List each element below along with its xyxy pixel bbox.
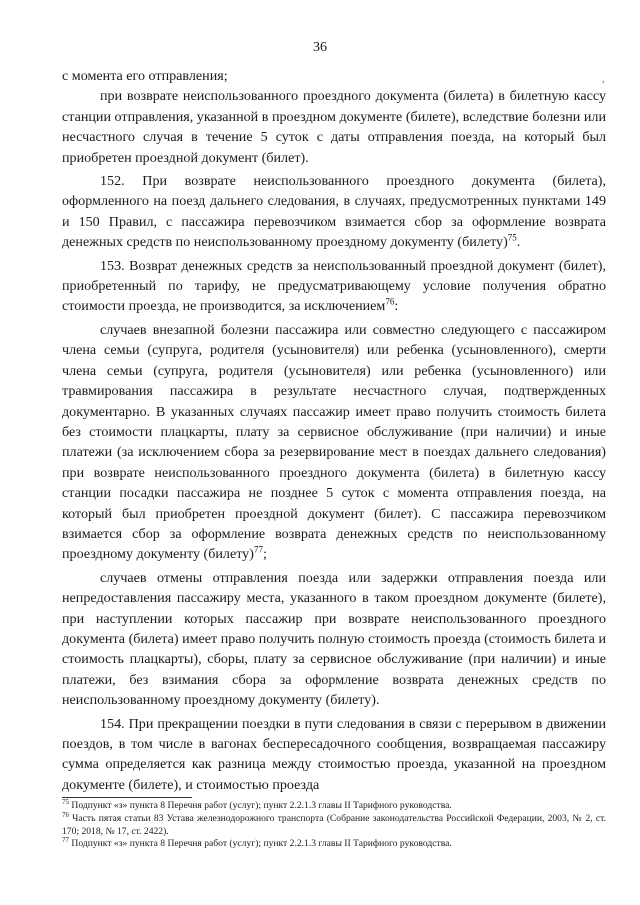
page-number: 36 (313, 40, 327, 55)
paragraph-cancellation-cases (62, 568, 606, 711)
paragraph-illness-cases (62, 320, 606, 565)
punctuation: ; (262, 546, 267, 563)
paragraph-text: 152. При возврате неиспользованного проездного документа (билета), оформленного на поезд дальнего следования, в случаях, предусмотренных пунктами 149 и 150 Правил, с пассажира перевозчиком взимается сбор за оформление возврата денежных средств по неиспользованному проездному документу (билету) (62, 173, 606, 251)
punctuation: : (394, 298, 399, 315)
footnote-text: Подпункт «з» пункта 8 Перечня работ (услуг); пункт 2.2.1.3 главы II Тарифного руководства. (69, 800, 452, 811)
footnote-divider (62, 797, 192, 798)
document-body (62, 66, 606, 795)
footnote-ref-76[interactable]: 76 (385, 296, 395, 307)
footnote-77 (62, 838, 606, 851)
footnote-text: Подпункт «з» пункта 8 Перечня работ (услуг); пункт 2.2.1.3 главы II Тарифного руководства. (69, 838, 452, 850)
scan-mark: , (602, 74, 605, 85)
paragraph-153 (62, 256, 606, 317)
paragraph-154 (62, 714, 606, 796)
paragraph-continuation (62, 66, 606, 86)
footnote-ref-77[interactable]: 77 (253, 544, 263, 555)
footnotes (62, 797, 606, 851)
footnote-76 (62, 810, 606, 839)
paragraph-text: случаев отмены отправления поезда или задержки отправления поезда или непредоставления пассажиру места, указанного в таком проездном документе (билете), при наступлении которых пассажир при возврате неиспользованного проездного документа (билета) имеет право получить полную стоимость проезда (стоимость билета и стоимость плацкарты), сборы, плату за сервисное обслуживание (при наличии) и иные платежи, без взимания сбора за оформление возврата денежных средств по неиспользованному проездному документу (билету). (62, 569, 606, 709)
paragraph-text: случаев внезапной болезни пассажира или совместно следующего с пассажиром члена семьи (супруга, родителя (усыновителя) или ребенка (усыновленного), смерти члена семьи (супруга, родителя (усыновителя) или ребенка (усыновленного) или травмирования пассажира в результате несчастного случая, подтвержденных документарно. В указанных случаях пассажир имеет право получить стоимость билета без стоимости плацкарты, плату за сервисное обслуживание (при наличии) и иные платежи (за исключением сбора за резервирование мест в поездах дальнего следования) при возврате неиспользованного проездного документа (билета) в билетную кассу станции посадки пассажира не позднее 5 суток с момента отправления поезда, на который был приобретен проездной документ (билет). С пассажира перевозчиком взимается сбор за оформление возврата денежных средств по неиспользованному проездному документу (билету) (62, 321, 606, 563)
footnote-75 (62, 797, 606, 813)
paragraph-text: 154. При прекращении поездки в пути следования в связи с перерывом в движении поездов, в том числе в вагонах беспересадочного сообщения, возвращаемая пассажиру сумма определяется как разница между стоимостью проезда, указанной на проездном документе (билете), и стоимостью проезда (62, 715, 606, 793)
footnote-ref-75[interactable]: 75 (507, 232, 517, 243)
paragraph-text: 153. Возврат денежных средств за неиспользованный проездной документ (билет), приобретенный по тарифу, не предусматривающему условие получения обратно стоимости проезда, не производится, за исключением (62, 257, 606, 315)
footnote-mark: 75 (62, 797, 69, 806)
paragraph-text: с момента его отправления; (62, 68, 228, 84)
footnote-mark: 76 (62, 810, 69, 819)
footnote-mark: 77 (62, 836, 69, 845)
paragraph-text: при возврате неиспользованного проездного документа (билета) в билетную кассу станции отправления, указанной в проездном документе (билете), вследствие болезни или несчастного случая в течение 5 суток с даты отправления поезда, на который был приобретен проездной документ (билет). (62, 88, 606, 166)
punctuation: . (516, 234, 521, 251)
paragraph-152 (62, 171, 606, 253)
paragraph-return-illness (62, 86, 606, 168)
footnote-text: Часть пятая статьи 83 Устава железнодорожного транспорта (Собрание законодательства Российской Федерации, 2003, № 2, ст. 170; 2018, № 17, ст. 2422). (62, 812, 606, 837)
